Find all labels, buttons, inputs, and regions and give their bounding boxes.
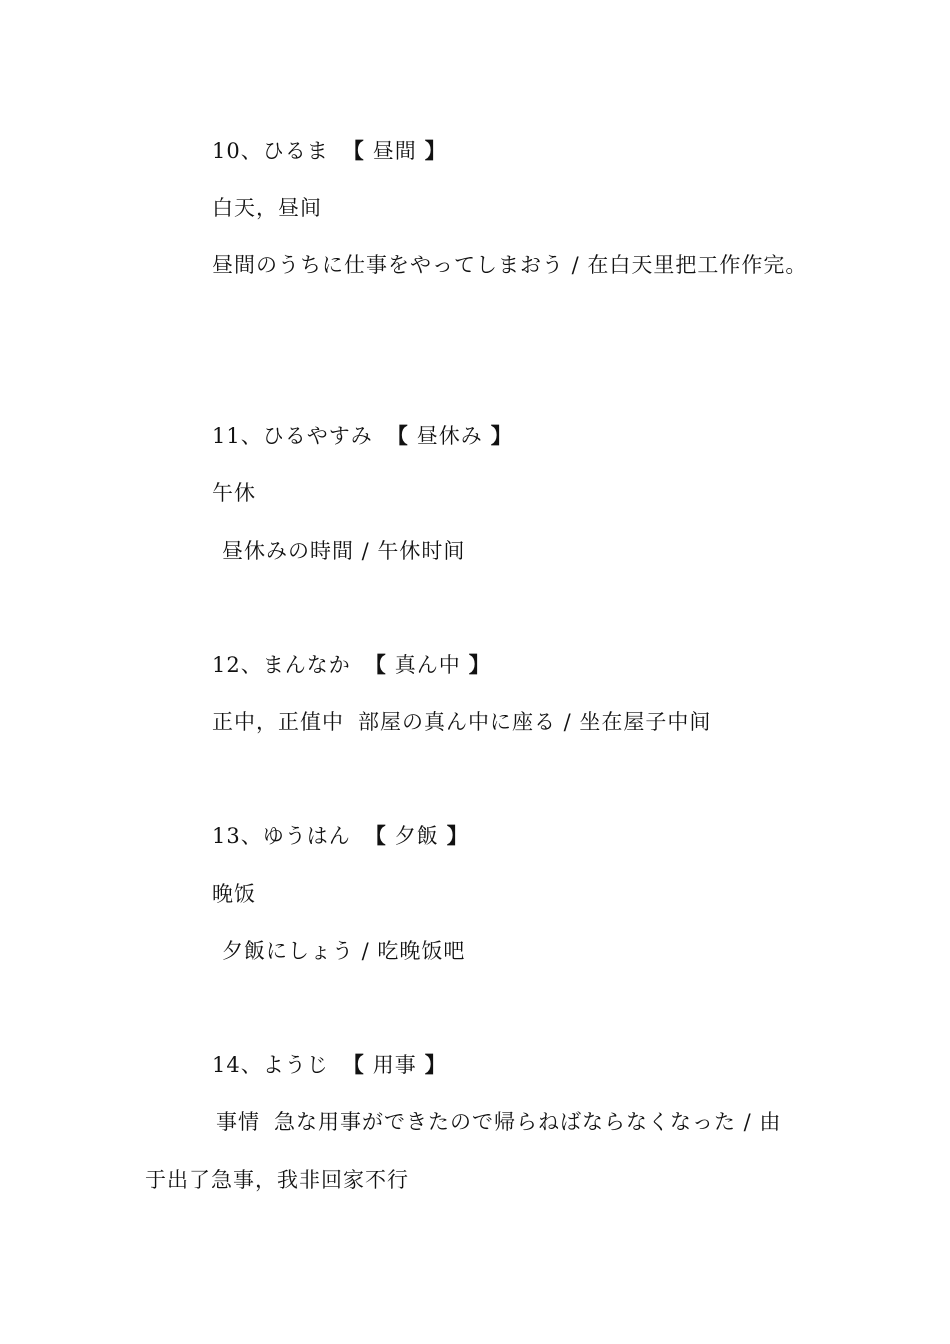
entry-kanji: 用事 — [372, 1053, 417, 1077]
entry-14-example-continuation: 于出了急事，我非回家不行 — [145, 1168, 409, 1192]
entry-kanji: 昼休み — [416, 424, 483, 448]
entry-kana: ゆうはん — [262, 824, 351, 848]
entry-kana: まんなか — [262, 653, 351, 677]
entry-14-meaning-line — [216, 1108, 781, 1136]
entry-12-meaning-line — [212, 708, 711, 736]
entry-13-meaning: 晚饭 — [212, 882, 256, 906]
entry-10-example: 昼間のうちに仕事をやってしまおう / 在白天里把工作作完。 — [212, 253, 808, 277]
open-bracket: 【 — [342, 1052, 365, 1077]
entry-12-example: 部屋の真ん中に座る / 坐在屋子中间 — [358, 710, 712, 734]
entry-11-meaning: 午休 — [212, 481, 256, 505]
entry-10-headword — [212, 137, 447, 165]
close-bracket: 】 — [468, 652, 491, 677]
entry-10-meaning: 白天，昼间 — [212, 196, 322, 220]
entry-13-headword — [212, 822, 469, 850]
open-bracket: 【 — [342, 138, 365, 163]
close-bracket: 】 — [424, 1052, 447, 1077]
entry-number: 13、 — [212, 824, 263, 848]
entry-13-example: 夕飯にしょう / 吃晚饭吧 — [222, 939, 466, 963]
close-bracket: 】 — [446, 823, 469, 848]
entry-number: 14、 — [212, 1053, 263, 1077]
entry-number: 11、 — [212, 424, 263, 448]
entry-kanji: 真ん中 — [394, 653, 461, 677]
entry-14-example: 急な用事ができたので帰らねばならなくなった / 由 — [274, 1110, 782, 1134]
entry-kana: ようじ — [262, 1053, 329, 1077]
entry-kanji: 夕飯 — [394, 824, 439, 848]
entry-14-meaning: 事情 — [216, 1110, 260, 1134]
open-bracket: 【 — [364, 652, 387, 677]
entry-kana: ひるやすみ — [262, 424, 373, 448]
entry-11-headword — [212, 422, 513, 450]
entry-12-headword — [212, 651, 491, 679]
entry-number: 10、 — [212, 139, 263, 163]
close-bracket: 】 — [424, 138, 447, 163]
entry-number: 12、 — [212, 653, 263, 677]
open-bracket: 【 — [386, 423, 409, 448]
entry-14-headword — [212, 1051, 447, 1079]
close-bracket: 】 — [490, 423, 513, 448]
entry-11-example: 昼休みの時間 / 午休时间 — [222, 539, 466, 563]
entry-kanji: 昼間 — [372, 139, 417, 163]
entry-kana: ひるま — [262, 139, 329, 163]
open-bracket: 【 — [364, 823, 387, 848]
entry-12-meaning: 正中，正值中 — [212, 710, 344, 734]
